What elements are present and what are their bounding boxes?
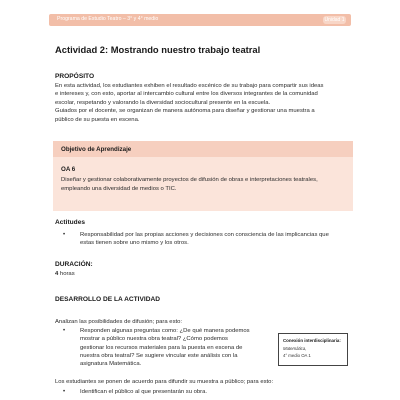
- actitudes-line: Responsabilidad por las propias acciones y decisiones con consciencia de las implicancias que: [80, 232, 329, 238]
- bullet1-line: asignatura Matemática.: [80, 361, 142, 368]
- bullet-icon: •: [63, 328, 66, 334]
- conexion-detail: 4° medio OA 1: [283, 353, 311, 358]
- program-title: Programa de Estudio Teatro – 3° y 4° medio: [57, 16, 159, 22]
- proposito-line: En esta actividad, los estudiantes exhiben el resultado escénico de su trabajo para compartir sus ideas: [55, 83, 324, 89]
- proposito-heading: PROPÓSITO: [55, 73, 95, 80]
- actitudes-line: estas tienen sobre uno mismo y los otros.: [80, 240, 189, 247]
- conexion-box: [278, 333, 348, 366]
- objetivo-heading: Objetivo de Aprendizaje: [61, 145, 132, 153]
- duracion-unit: horas: [58, 271, 75, 277]
- desarrollo-intro-line: Analizan las posibilidades de difusión; para esto:: [55, 319, 183, 325]
- oa-code: OA 6: [61, 166, 76, 173]
- proposito-line: e intereses y, con esto, aportar al intercambio cultural entre los diversos integrantes de la comunidad: [55, 91, 318, 98]
- bullet1-line: nuestra obra teatral? Se sugiere vincular este análisis con la: [80, 352, 238, 359]
- proposito-line: público de su puesta en escena.: [55, 116, 140, 123]
- desarrollo-bullet1: [80, 327, 270, 368]
- bullet1-line: Responden algunas preguntas como: ¿De qué manera podemos: [80, 328, 250, 334]
- duracion-heading: DURACIÓN:: [55, 261, 93, 268]
- proposito-line: escolar, respetando y valorando la diversidad sociocultural presente en la escuela.: [55, 99, 271, 106]
- bullet-icon: •: [63, 389, 66, 395]
- duracion-number: 4: [55, 271, 59, 277]
- oa-description: [61, 176, 351, 193]
- proposito-line: Guiados por el docente, se organizan de manera autónoma para diseñar y gestionar una muestra a: [55, 108, 315, 115]
- conexion-title: Conexión interdisciplinaria:: [283, 338, 341, 343]
- conexion-subject: Matemática,: [283, 346, 307, 351]
- bullet1-line: mostrar a público nuestra obra teatral? ¿Cómo podemos: [80, 336, 228, 343]
- desarrollo-heading: DESARROLLO DE LA ACTIVIDAD: [55, 296, 161, 303]
- bullet2-line: Identifican el público al que presentarán su obra.: [80, 389, 208, 395]
- proposito-text: [55, 82, 355, 124]
- actitudes-heading: Actitudes: [55, 219, 86, 226]
- desarrollo-intro: [55, 318, 355, 326]
- header-bar: [49, 14, 351, 26]
- desarrollo-intro2-line: Los estudiantes se ponen de acuerdo para difundir su muestra a público; para esto:: [55, 379, 274, 385]
- duracion-value: [55, 270, 355, 278]
- oa-line: Diseñar y gestionar colaborativamente proyectos de difusión de obras e interpretaciones teatrales,: [61, 177, 318, 183]
- activity-title: Actividad 2: Mostrando nuestro trabajo teatral: [55, 44, 261, 55]
- unit-badge: Unidad 1: [324, 16, 345, 23]
- objetivo-header: [53, 141, 353, 157]
- objetivo-box: [53, 141, 353, 211]
- bullet-icon: •: [63, 232, 66, 238]
- desarrollo-bullet2: [80, 388, 207, 396]
- bullet1-line: gestionar los recursos materiales para la puesta en escena de: [80, 344, 243, 351]
- oa-line: empleando una diversidad de medios o TIC.: [61, 185, 177, 192]
- actitudes-text: [80, 231, 329, 248]
- desarrollo-intro2: [55, 378, 355, 386]
